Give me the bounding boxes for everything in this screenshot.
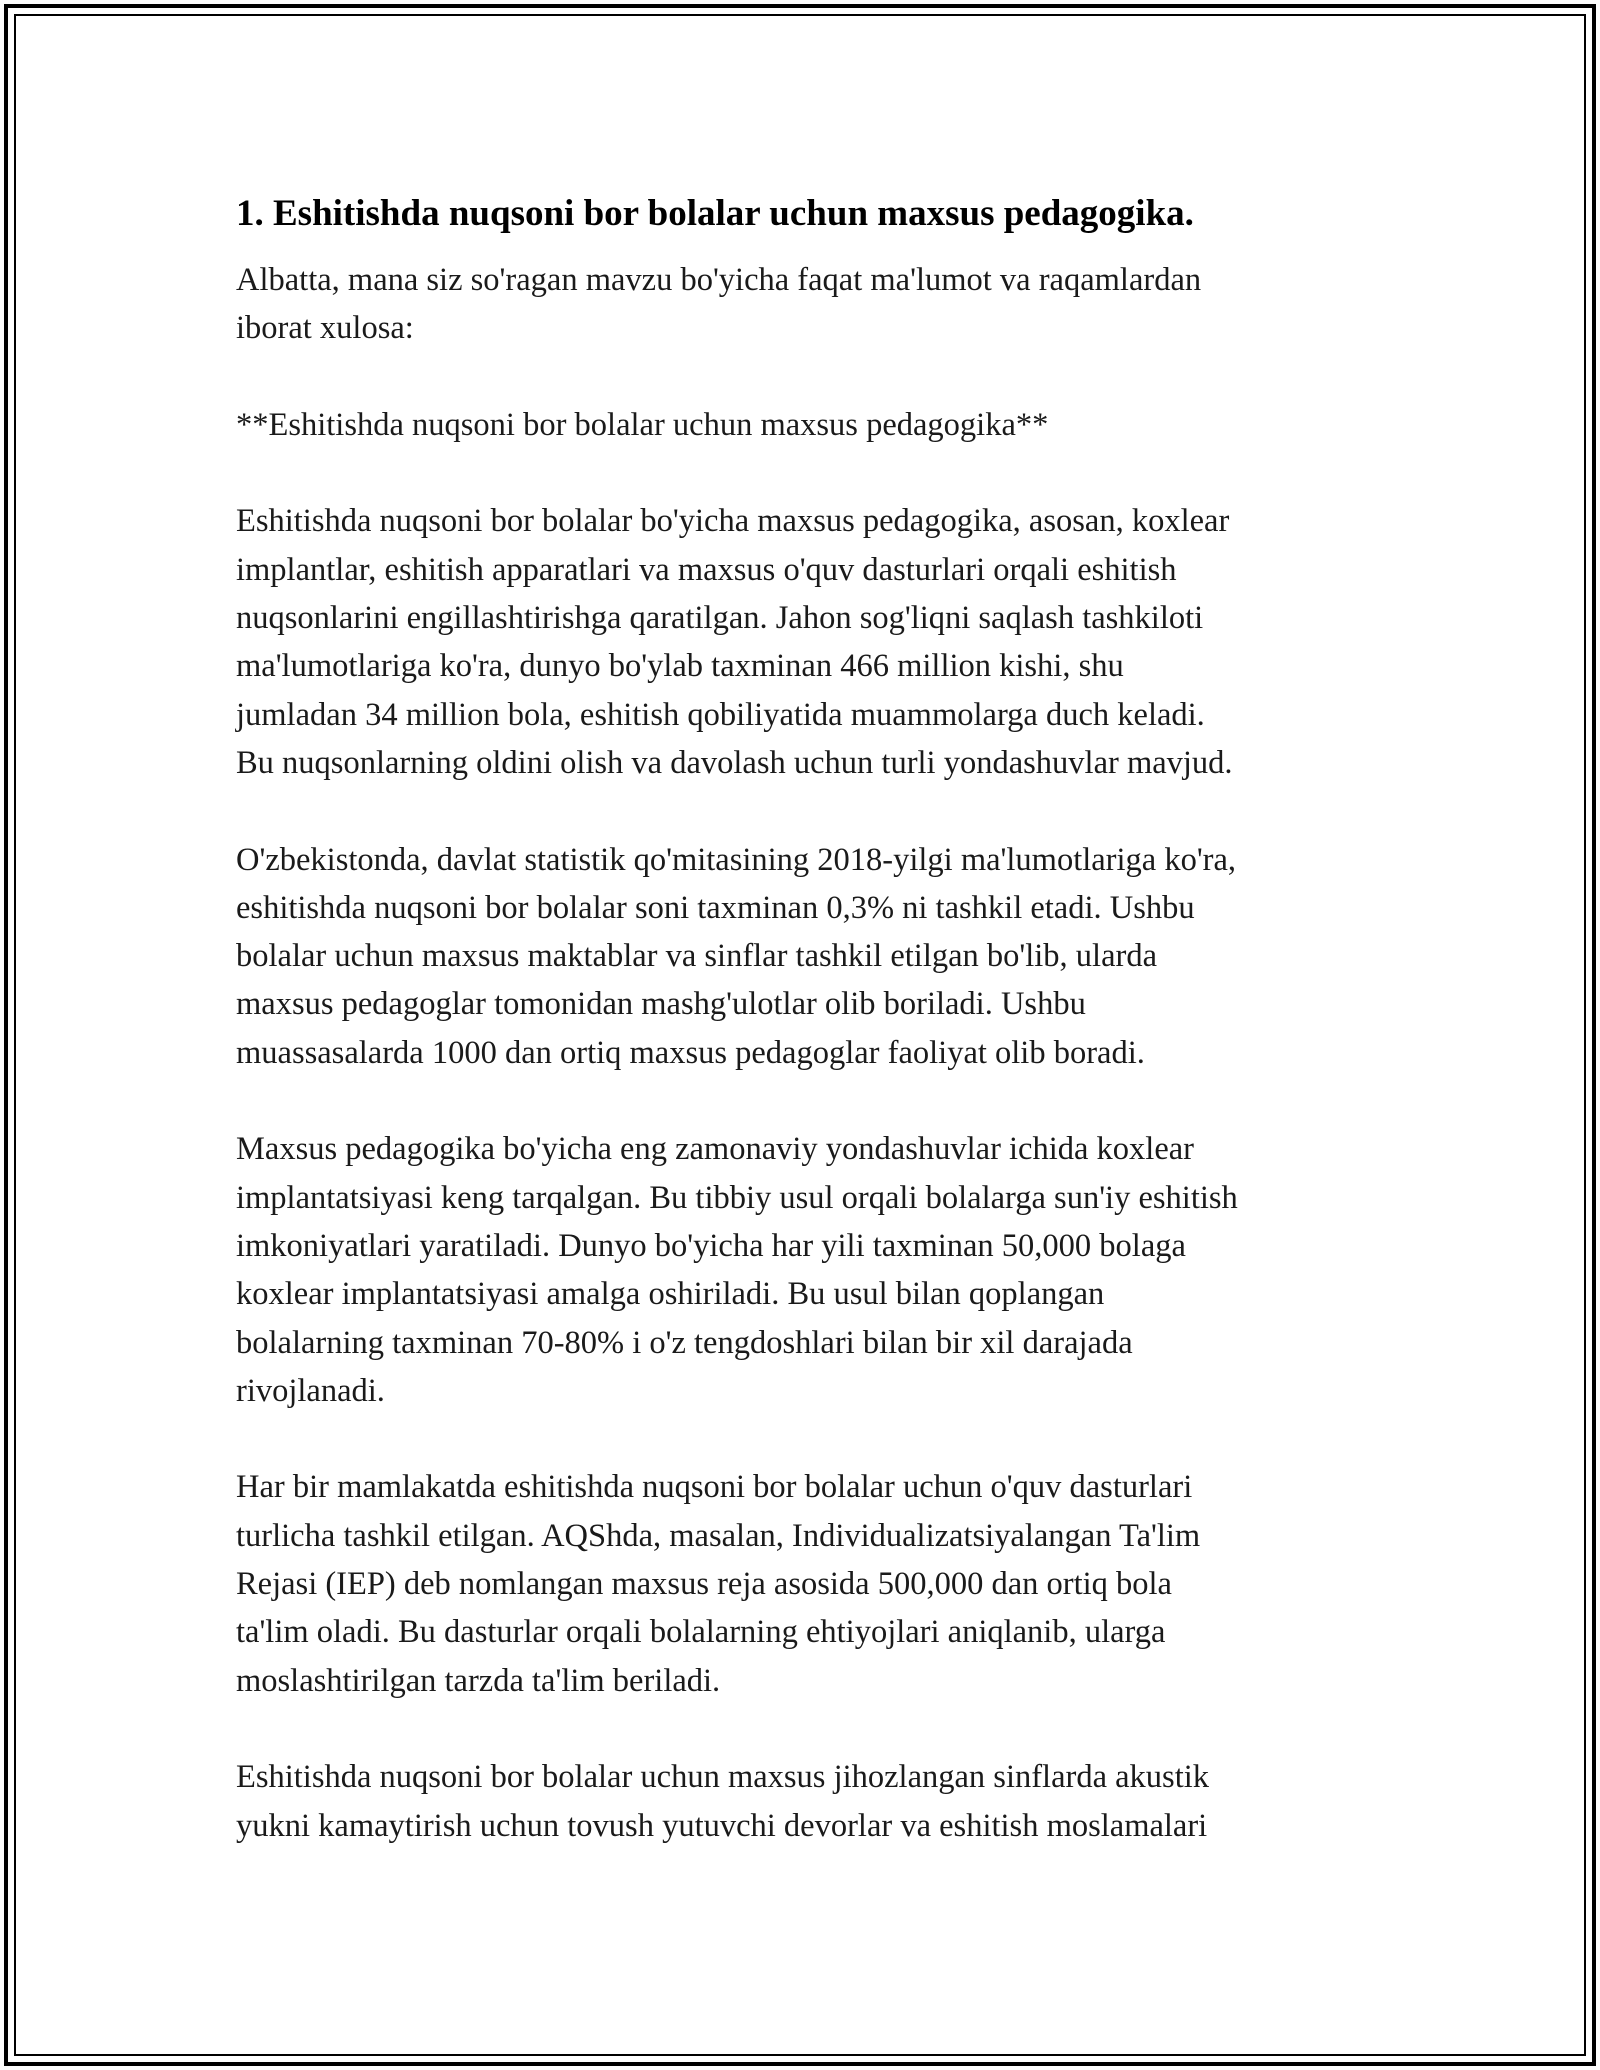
document-body [236,188,1396,1850]
paragraph-intro: Albatta, mana siz so'ragan mavzu bo'yicha faqat ma'lumot va raqamlardan iborat xulosa: [236,262,1202,347]
paragraph-overview: Eshitishda nuqsoni bor bolalar bo'yicha maxsus pedagogika, asosan, koxlear implantlar, eshitish apparatlari va maxsus o'quv dasturlari orqali eshitish nuqsonlarini engillashtirishga qaratilgan. Jahon sog'liqni saqlash tashkiloti ma'lumotlariga ko'ra, dunyo bo'ylab taxminan 466 million kishi, shu jumladan 34 million bola, eshitish qobiliyatida muammolarga duch keladi. Bu nuqsonlarning oldini olish va davolash uchun turli yondashuvlar mavjud. [236,503,1233,781]
paragraph-cochlear-implants: Maxsus pedagogika bo'yicha eng zamonaviy yondashuvlar ichida koxlear implantatsiyasi keng tarqalgan. Bu tibbiy usul orqali bolalarga sun'iy eshitish imkoniyatlari yaratiladi. Dunyo bo'yicha har yili taxminan 50,000 bolaga koxlear implantatsiyasi amalga oshiriladi. Bu usul bilan qoplangan bolalarning taxminan 70-80% i o'z tengdoshlari bilan bir xil darajada rivojlanadi. [236,1131,1238,1409]
document-heading: 1. Eshitishda nuqsoni bor bolalar uchun maxsus pedagogika. [236,193,1194,234]
paragraph-subtitle: **Eshitishda nuqsoni bor bolalar uchun maxsus pedagogika** [236,406,1049,443]
paragraph-curricula: Har bir mamlakatda eshitishda nuqsoni bor bolalar uchun o'quv dasturlari turlicha tashkil etilgan. AQShda, masalan, Individualizatsiyalangan Ta'lim Rejasi (IEP) deb nomlangan maxsus reja asosida 500,000 dan ortiq bola ta'lim oladi. Bu dasturlar orqali bolalarning ehtiyojlari aniqlanib, ularga moslashtirilgan tarzda ta'lim beriladi. [236,1469,1201,1699]
paragraph-classrooms: Eshitishda nuqsoni bor bolalar uchun maxsus jihozlangan sinflarda akustik yukni kamaytirish uchun tovush yutuvchi devorlar va eshitish moslamalari [236,1759,1210,1844]
paragraph-uzbekistan: O'zbekistonda, davlat statistik qo'mitasining 2018-yilgi ma'lumotlariga ko'ra, eshitishda nuqsoni bor bolalar soni taxminan 0,3% ni tashkil etadi. Ushbu bolalar uchun maxsus maktablar va sinflar tashkil etilgan bo'lib, ularda maxsus pedagoglar tomonidan mashg'ulotlar olib boriladi. Ushbu muassasalarda 1000 dan ortiq maxsus pedagoglar faoliyat olib boradi. [236,841,1237,1071]
